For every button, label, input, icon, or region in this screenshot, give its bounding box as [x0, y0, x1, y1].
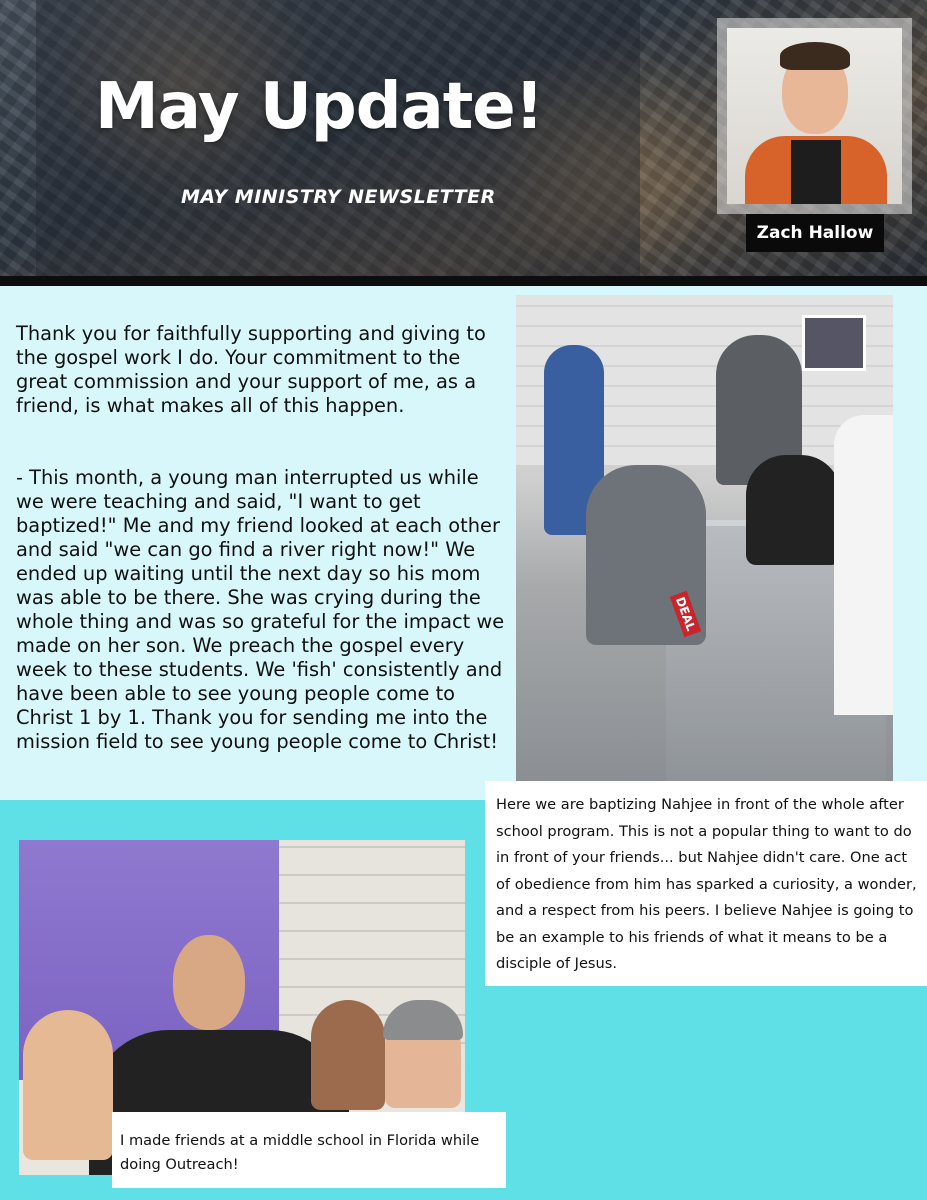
man-face: [173, 935, 245, 1030]
page-title: May Update!: [95, 70, 543, 144]
portrait-shirt: [791, 140, 841, 204]
person-baptizing: [746, 455, 841, 565]
header-banner: [0, 0, 927, 276]
name-tag: Zach Hallow: [746, 214, 884, 252]
page-subtitle: MAY MINISTRY NEWSLETTER: [181, 186, 496, 208]
kid-left: [23, 1010, 113, 1160]
portrait-hair: [780, 42, 850, 70]
wall-picture: [802, 315, 866, 371]
baptism-caption: Here we are baptizing Nahjee in front of the whole after school program. This is not a popular thing to want to do in front of your friends... but Nahjee didn't care. One act of obedience from him has sparked a curiosity, a wonder, and a respect from his peers. I believe Nahjee is going to be an example to his friends of what it means to be a disciple of Jesus.: [496, 796, 917, 972]
intro-paragraph: Thank you for faithfully supporting and giving to the gospel work I do. Your commitment to the great commission and your support of me, as a friend, is what makes all of this happen.: [16, 322, 486, 417]
kid-middle: [311, 1000, 385, 1110]
story-paragraph: - This month, a young man interrupted us while we were teaching and said, "I want to get baptized!" Me and my friend looked at each other and said "we can go find a river right now!" We ended up waiting until the next day so his mom was able to be there. She was crying during the whole thing and was so grateful for the impact we made on her son. We preach the gospel every week to these students. We 'fish' consistently and have been able to see young people come to Christ 1 by 1. Thank you for sending me into the mission field to see young people come to Christ!: [16, 466, 505, 753]
friends-caption: I made friends at a middle school in Florida while doing Outreach!: [120, 1132, 480, 1173]
baptism-caption-box: [485, 781, 927, 986]
baptism-photo: [516, 295, 893, 781]
portrait-frame: [717, 18, 912, 214]
portrait-photo: [727, 28, 902, 204]
header-divider: [0, 276, 927, 286]
friends-caption-box: [112, 1112, 506, 1188]
tub-label: DEAL: [670, 591, 702, 638]
person-foreground-right: [834, 415, 893, 715]
